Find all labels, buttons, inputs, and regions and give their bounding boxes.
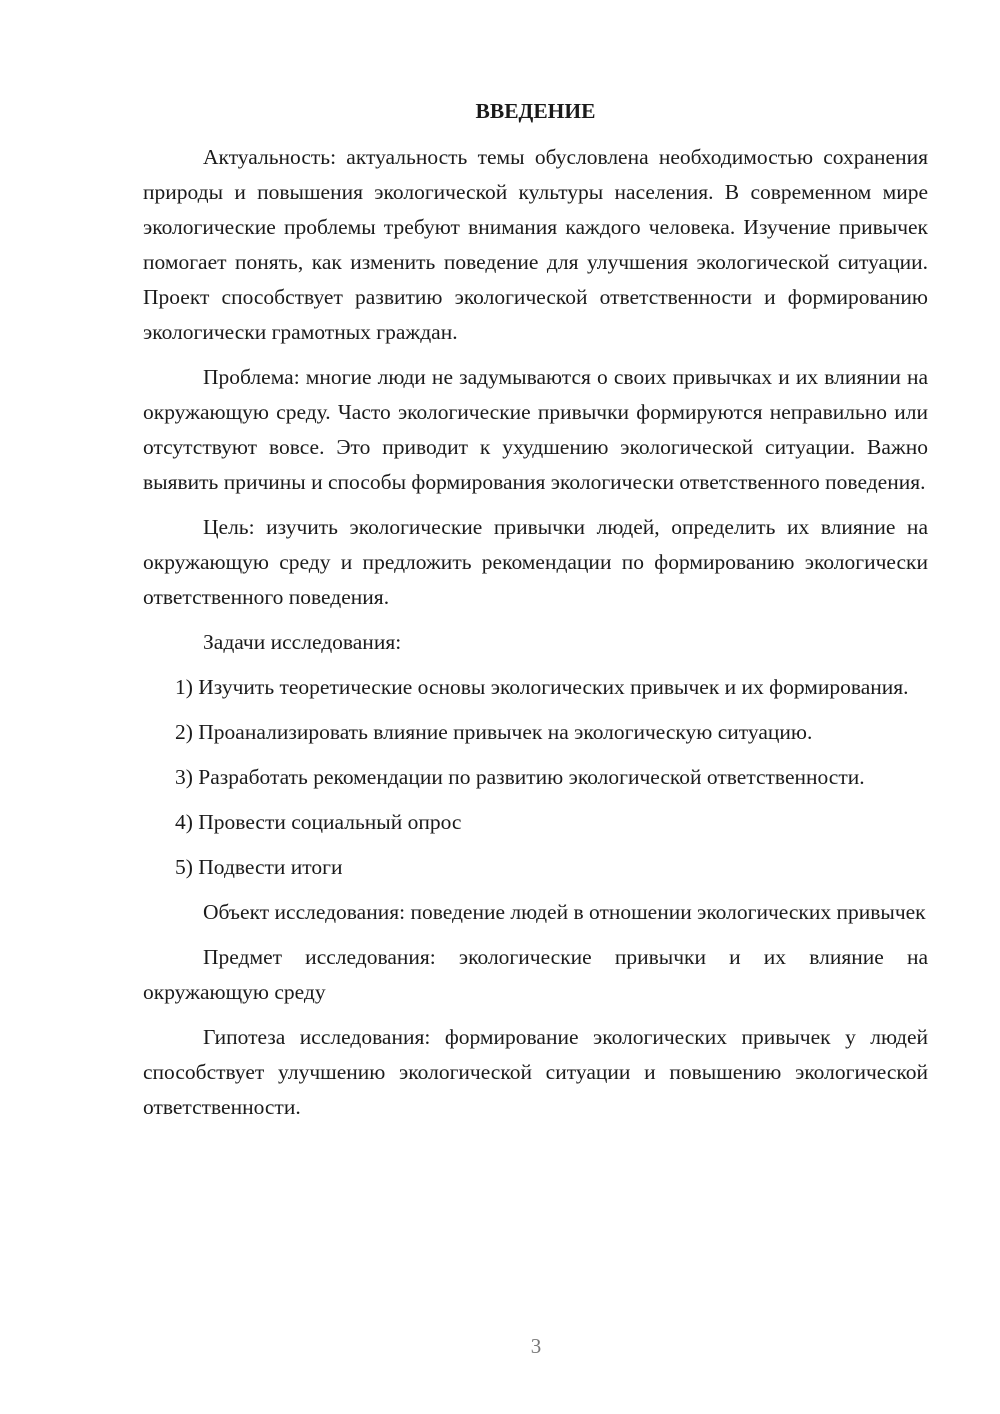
research-subject-paragraph: Предмет исследования: экологические привычки и их влияние на окружающую среду [143,945,928,1004]
page-number: 3 [530,1334,542,1358]
relevance-paragraph: Актуальность: актуальность темы обусловлена необходимостью сохранения природы и повышения экологической культуры населения. В современном мире экологические проблемы требуют внимания каждого человека. Изучение привычек помогает понять, как изменить поведение для улучшения экологической ситуации. Проект способствует развитию экологической ответственности и формированию экологически грамотных граждан. [143,145,928,344]
task-item-2: 2) Проанализировать влияние привычек на экологическую ситуацию. [175,720,813,744]
problem-paragraph: Проблема: многие люди не задумываются о своих привычках и их влиянии на окружающую среду. Часто экологические привычки формируются неправильно или отсутствуют вовсе. Это приводит к ухудшению экологической ситуации. Важно выявить причины и способы формирования экологически ответственного поведения. [143,365,928,494]
page-content [143,94,928,1135]
goal-paragraph: Цель: изучить экологические привычки людей, определить их влияние на окружающую среду и предложить рекомендации по формированию экологически ответственного поведения. [143,515,928,609]
research-object-paragraph: Объект исследования: поведение людей в отношении экологических привычек [203,900,926,924]
hypothesis-paragraph: Гипотеза исследования: формирование экологических привычек у людей способствует улучшению экологической ситуации и повышению экологической ответственности. [143,1025,928,1119]
task-item-3: 3) Разработать рекомендации по развитию экологической ответственности. [175,765,865,789]
page-title: ВВЕДЕНИЕ [475,99,596,123]
task-item-4: 4) Провести социальный опрос [175,810,462,834]
task-item-1: 1) Изучить теоретические основы экологических привычек и их формирования. [175,675,909,699]
tasks-heading: Задачи исследования: [203,630,402,654]
task-item-5: 5) Подвести итоги [175,855,343,879]
